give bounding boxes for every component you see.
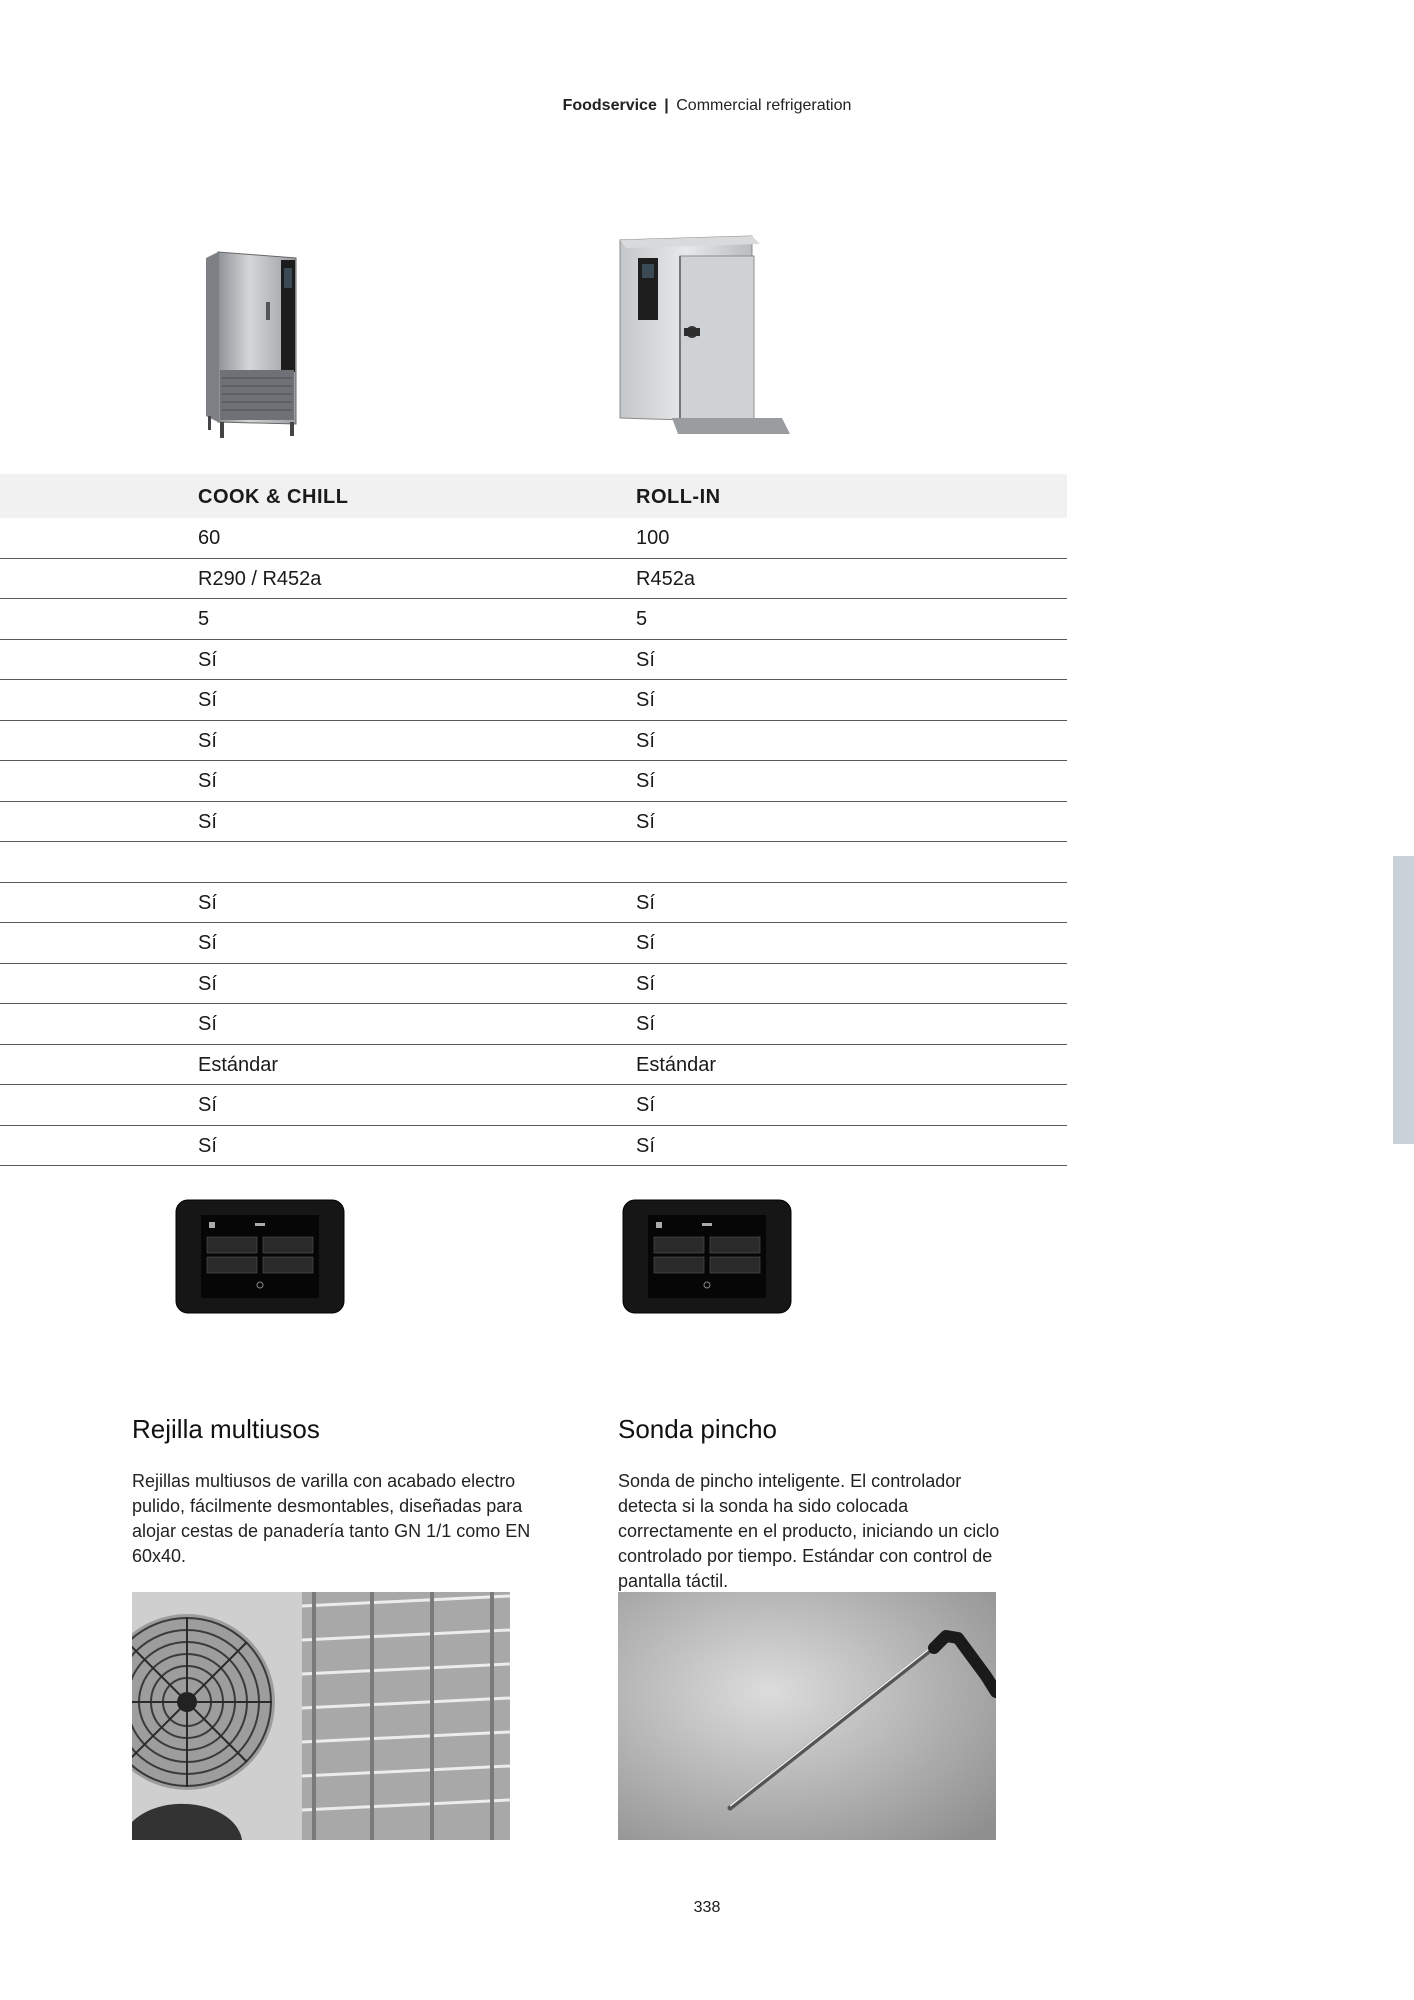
feature-core-probe	[618, 1414, 1018, 1594]
cell-cook-and-chill: Sí	[198, 1094, 217, 1116]
section-side-tab	[1393, 856, 1414, 1144]
table-row	[0, 1045, 1067, 1086]
roll-in-cabinet-image	[612, 232, 792, 438]
cook-and-chill-cabinet-image	[198, 244, 318, 444]
cell-cook-and-chill: Sí	[198, 729, 217, 752]
feature-title: Sonda pincho	[618, 1414, 778, 1444]
cell-roll-in: Sí	[636, 689, 655, 711]
cell-roll-in: Sí	[636, 972, 655, 995]
cell-cook-and-chill: Sí	[198, 770, 217, 792]
cell-cook-and-chill: 5	[198, 608, 210, 630]
cell-cook-and-chill: Sí	[198, 689, 217, 711]
cell-roll-in: Sí	[636, 1134, 655, 1157]
table-row	[0, 761, 1067, 802]
page-header	[0, 97, 1414, 115]
cell-cook-and-chill: Sí	[198, 648, 217, 671]
cell-cook-and-chill: Sí	[198, 932, 217, 954]
table-row	[0, 1085, 1067, 1126]
feature-multipurpose-rack	[132, 1414, 532, 1569]
cell-cook-and-chill: Estándar	[198, 1053, 279, 1076]
table-row	[0, 923, 1067, 964]
page-number: 338	[693, 1899, 721, 1916]
table-row	[0, 802, 1067, 843]
touch-control-panel-image	[175, 1199, 345, 1314]
cell-roll-in: Sí	[636, 810, 655, 833]
cell-roll-in: Sí	[636, 729, 655, 752]
table-row	[0, 721, 1067, 762]
cell-cook-and-chill: Sí	[198, 1013, 217, 1035]
header-section: Commercial refrigeration	[676, 97, 852, 114]
cell-cook-and-chill: R290 / R452a	[198, 567, 322, 590]
cell-roll-in: 5	[636, 608, 648, 630]
cell-cook-and-chill: Sí	[198, 1134, 217, 1157]
feature-title: Rejilla multiusos	[132, 1414, 320, 1444]
column-header-cook-and-chill: COOK & CHILL	[198, 486, 349, 508]
header-brand: Foodservice	[562, 97, 657, 114]
table-header-row	[0, 474, 1067, 518]
cell-cook-and-chill: Sí	[198, 810, 217, 833]
table-row	[0, 640, 1067, 681]
table-row	[0, 599, 1067, 640]
cell-roll-in: Sí	[636, 891, 655, 914]
touch-control-panel-image	[622, 1199, 792, 1314]
cell-cook-and-chill: 60	[198, 527, 221, 549]
table-row	[0, 518, 1067, 559]
cell-cook-and-chill: Sí	[198, 972, 217, 995]
cell-roll-in: Estándar	[636, 1053, 717, 1076]
table-row	[0, 1126, 1067, 1167]
feature-description: Sonda de pincho inteligente. El controlador detecta si la sonda ha sido colocada correctamente en el producto, iniciando un ciclo controlado por tiempo. Estándar con control de pantalla táctil.	[618, 1471, 1000, 1591]
cell-roll-in: R452a	[636, 567, 695, 590]
cell-roll-in: 100	[636, 527, 670, 549]
table-row	[0, 1004, 1067, 1045]
table-row	[0, 842, 1067, 883]
core-probe-photo	[618, 1592, 996, 1840]
cell-roll-in: Sí	[636, 1094, 655, 1116]
cell-roll-in: Sí	[636, 648, 655, 671]
feature-description: Rejillas multiusos de varilla con acabado electro pulido, fácilmente desmontables, diseñadas para alojar cestas de panadería tanto GN 1/1 como EN 60x40.	[132, 1471, 531, 1566]
cell-roll-in: Sí	[636, 770, 655, 792]
cell-roll-in: Sí	[636, 1013, 655, 1035]
column-header-roll-in: ROLL-IN	[636, 486, 721, 508]
specifications-table	[0, 474, 1067, 1166]
cell-cook-and-chill: Sí	[198, 891, 217, 914]
table-row	[0, 964, 1067, 1005]
table-row	[0, 559, 1067, 600]
table-row	[0, 680, 1067, 721]
cell-roll-in: Sí	[636, 932, 655, 954]
multipurpose-rack-photo	[132, 1592, 510, 1840]
header-separator: |	[664, 97, 669, 114]
table-row	[0, 883, 1067, 924]
